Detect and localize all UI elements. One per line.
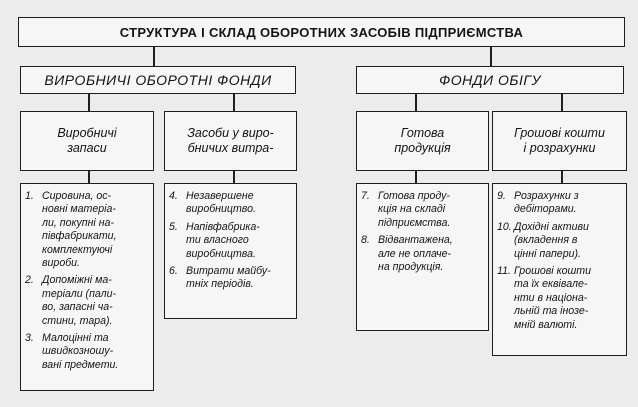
items-list-finished-goods — [356, 183, 489, 331]
group-header-circulation-funds: ФОНДИ ОБІГУ — [356, 66, 624, 94]
connector-line — [490, 47, 492, 67]
category-production-stocks: Виробничі запаси — [20, 111, 154, 171]
list-item: 7. Готова проду- кція на складі підприємства. — [361, 190, 451, 229]
list-item: 8. Відвантажена, але не оплаче- на продукція. — [361, 234, 453, 274]
group-header-production-funds: ВИРОБНИЧІ ОБОРОТНІ ФОНДИ — [20, 66, 296, 94]
connector-line — [415, 170, 417, 184]
list-item: 6. Витрати майбу- тніх періодів. — [169, 265, 271, 291]
connector-line — [561, 93, 563, 112]
connector-line — [88, 170, 90, 184]
items-list-production-stocks — [20, 183, 154, 391]
connector-line — [233, 93, 235, 112]
list-item: 1. Сировина, ос- новні матеріа- ли, покупні на- півфабрикати, комплектуючі вироби. — [25, 190, 117, 270]
list-item: 5. Напівфабрика- ти власного виробництва. — [169, 220, 260, 260]
connector-line — [561, 170, 563, 184]
connector-line — [415, 93, 417, 112]
connector-line — [153, 47, 155, 67]
list-item: 11. Грошові кошти та їх еквівале- нти в націона- льній та інозе- мній валюті. — [497, 265, 591, 331]
category-production-costs: Засоби у виро- бничих витра- — [164, 111, 297, 171]
items-list-production-costs — [164, 183, 297, 319]
category-finished-goods: Готова продукція — [356, 111, 489, 171]
items-list-cash-settlements — [492, 183, 627, 356]
connector-line — [233, 170, 235, 184]
diagram-title: СТРУКТУРА І СКЛАД ОБОРОТНИХ ЗАСОБІВ ПІДПРИЄМСТВА — [18, 17, 625, 47]
list-item: 4. Незавершене виробництво. — [169, 190, 256, 216]
connector-line — [88, 93, 90, 112]
category-cash-settlements: Грошові кошти і розрахунки — [492, 111, 627, 171]
list-item: 9. Розрахунки з дебіторами. — [497, 190, 579, 216]
list-item: 10. Дохідні активи (вкладення в цінні папери). — [497, 220, 589, 260]
list-item: 3. Малоцінні та швидкозношу- вані предмети. — [25, 332, 119, 371]
list-item: 2. Допоміжні ма- теріали (пали- во, запасні ча- стини, тара). — [25, 274, 117, 327]
